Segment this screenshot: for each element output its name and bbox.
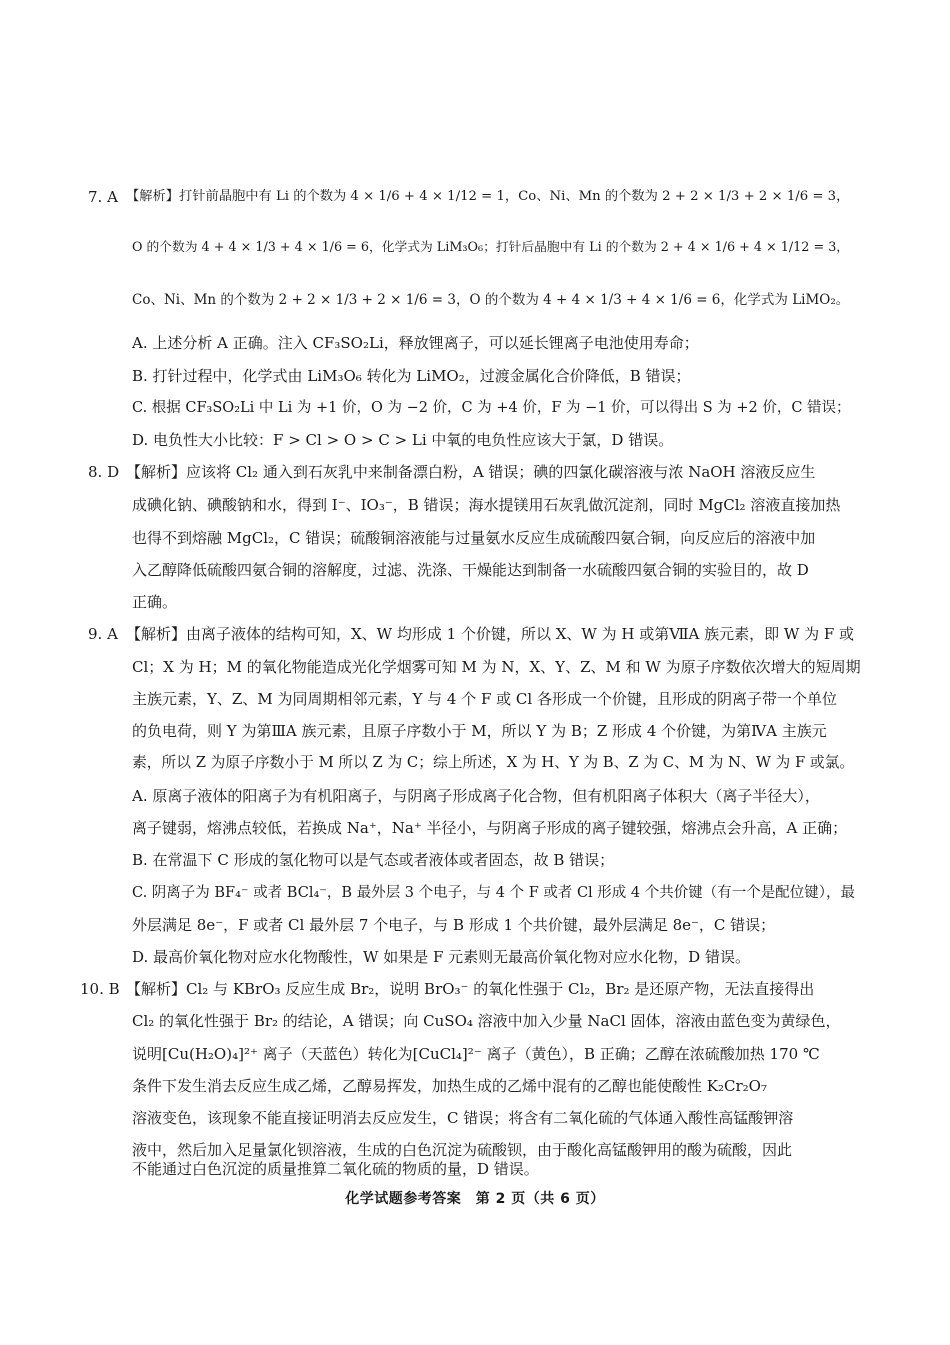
q9-option-a-2: 离子键弱，熔沸点较低，若换成 Na⁺，Na⁺ 半径小，与阴离子形成的离子键较强，熔沸点会升高，A 正确； [132, 819, 848, 837]
q7-option-d: D. 电负性大小比较：F > Cl > O > C > Li 中氧的电负性应该大于氯，D 错误。 [132, 431, 674, 449]
q10-line-7: 不能通过白色沉淀的质量推算二氧化硫的物质的量，D 错误。 [132, 1160, 539, 1178]
q7-line-2: O 的个数为 4 + 4 × 1/3 + 4 × 1/6 = 6，化学式为 LiM₃O₆；打针后晶胞中有 Li 的个数为 2 + 4 × 1/6 + 4 × 1/12 = 3， [132, 240, 850, 255]
q7-number: 7. A [88, 188, 118, 206]
q7-option-c: C. 根据 CF₃SO₂Li 中 Li 为 +1 价，O 为 −2 价，C 为 +4 价，F 为 −1 价，可以得出 S 为 +2 价，C 错误； [132, 400, 851, 416]
q7-line-3: Co、Ni、Mn 的个数为 2 + 2 × 1/3 + 2 × 1/6 = 3，O 的个数为 4 + 4 × 1/3 + 4 × 1/6 = 6，化学式为 LiMO₂。 [132, 292, 850, 308]
q8-line-1: 【解析】应该将 Cl₂ 通入到石灰乳中来制备漂白粉，A 错误；碘的四氯化碳溶液与浓 NaOH 溶液反应生 [126, 463, 816, 481]
q7-option-a: A. 上述分析 A 正确。注入 CF₃SO₂Li，释放锂离子，可以延长锂离子电池使用寿命； [132, 334, 699, 352]
q9-option-c-2: 外层满足 8e⁻，F 或者 Cl 最外层 7 个电子，与 B 形成 1 个共价键，最外层满足 8e⁻，C 错误； [132, 916, 776, 934]
q10-line-5: 溶液变色，该现象不能直接证明消去反应发生，C 错误；将含有二氧化硫的气体通入酸性高锰酸钾溶 [132, 1109, 794, 1127]
q9-line-2: Cl；X 为 H；M 的氧化物能造成光化学烟雾可知 M 为 N，X、Y、Z、M 和 W 为原子序数依次增大的短周期 [132, 658, 861, 676]
q9-number: 9. A [88, 625, 118, 643]
q9-line-4: 的负电荷，则 Y 为第ⅢA 族元素，且原子序数小于 M，所以 Y 为 B；Z 形成 4 个价键，为第ⅣA 主族元 [132, 722, 827, 740]
q8-line-2: 成碘化钠、碘酸钠和水，得到 I⁻、IO₃⁻，B 错误；海水提镁用石灰乳做沉淀剂，同时 MgCl₂ 溶液直接加热 [132, 496, 841, 514]
q8-line-5: 正确。 [132, 593, 178, 611]
q10-line-4: 条件下发生消去反应生成乙烯，乙醇易挥发，加热生成的乙烯中混有的乙醇也能使酸性 K₂Cr₂O₇ [132, 1077, 767, 1095]
q8-number: 8. D [88, 463, 120, 481]
q7-line-1: 【解析】打针前晶胞中有 Li 的个数为 4 × 1/6 + 4 × 1/12 = 1，Co、Ni、Mn 的个数为 2 + 2 × 1/3 + 2 × 1/6 = 3， [126, 189, 850, 204]
q10-line-2: Cl₂ 的氧化性强于 Br₂ 的结论，A 错误；向 CuSO₄ 溶液中加入少量 NaCl 固体，溶液由蓝色变为黄绿色， [132, 1012, 841, 1030]
q9-line-3: 主族元素，Y、Z、M 为同周期相邻元素，Y 与 4 个 F 或 Cl 各形成一个价键，且形成的阴离子带一个单位 [132, 690, 837, 708]
q8-line-4: 入乙醇降低硫酸四氨合铜的溶解度，过滤、洗涤、干燥能达到制备一水硫酸四氨合铜的实验目的，故 D [132, 561, 809, 579]
q8-line-3: 也得不到熔融 MgCl₂，C 错误；硫酸铜溶液能与过量氨水反应生成硫酸四氨合铜，向反应后的溶液中加 [132, 529, 816, 547]
q10-number: 10. B [80, 980, 120, 998]
q7-option-b: B. 打针过程中，化学式由 LiM₃O₆ 转化为 LiMO₂，过渡金属化合价降低，B 错误； [132, 367, 691, 385]
q10-line-3: 说明[Cu(H₂O)₄]²⁺ 离子（天蓝色）转化为[CuCl₄]²⁻ 离子（黄色），B 正确；乙醇在浓硫酸加热 170 ℃ [132, 1045, 820, 1063]
q10-line-1: 【解析】Cl₂ 与 KBrO₃ 反应生成 Br₂，说明 BrO₃⁻ 的氧化性强于 Cl₂，Br₂ 是还原产物，无法直接得出 [126, 980, 815, 998]
q10-line-6: 液中，然后加入足量氯化钡溶液，生成的白色沉淀为硫酸钡，由于酸化高锰酸钾用的酸为硫酸，因此 [132, 1141, 793, 1159]
q9-line-1: 【解析】由离子液体的结构可知，X、W 均形成 1 个价键，所以 X、W 为 H 或第ⅦA 族元素，即 W 为 F 或 [126, 625, 855, 643]
q9-option-a-1: A. 原离子液体的阳离子为有机阳离子，与阴离子形成离子化合物，但有机阳离子体积大（离子半径大）， [132, 787, 820, 805]
q9-option-b: B. 在常温下 C 形成的氢化物可以是气态或者液体或者固态，故 B 错误； [132, 851, 615, 869]
q9-option-c-1: C. 阴离子为 BF₄⁻ 或者 BCl₄⁻，B 最外层 3 个电子，与 4 个 F 或者 Cl 形成 4 个共价键（有一个是配位键），最 [132, 885, 856, 901]
q9-option-d: D. 最高价氧化物对应水化物酸性，W 如果是 F 元素则无最高价氧化物对应水化物，D 错误。 [132, 948, 750, 966]
q9-line-5: 素，所以 Z 为原子序数小于 M 所以 Z 为 C；综上所述，X 为 H、Y 为 B、Z 为 C、M 为 N、W 为 F 或氯。 [132, 754, 855, 771]
page-footer: 化学试题参考答案 第 2 页（共 6 页） [345, 1191, 605, 1207]
